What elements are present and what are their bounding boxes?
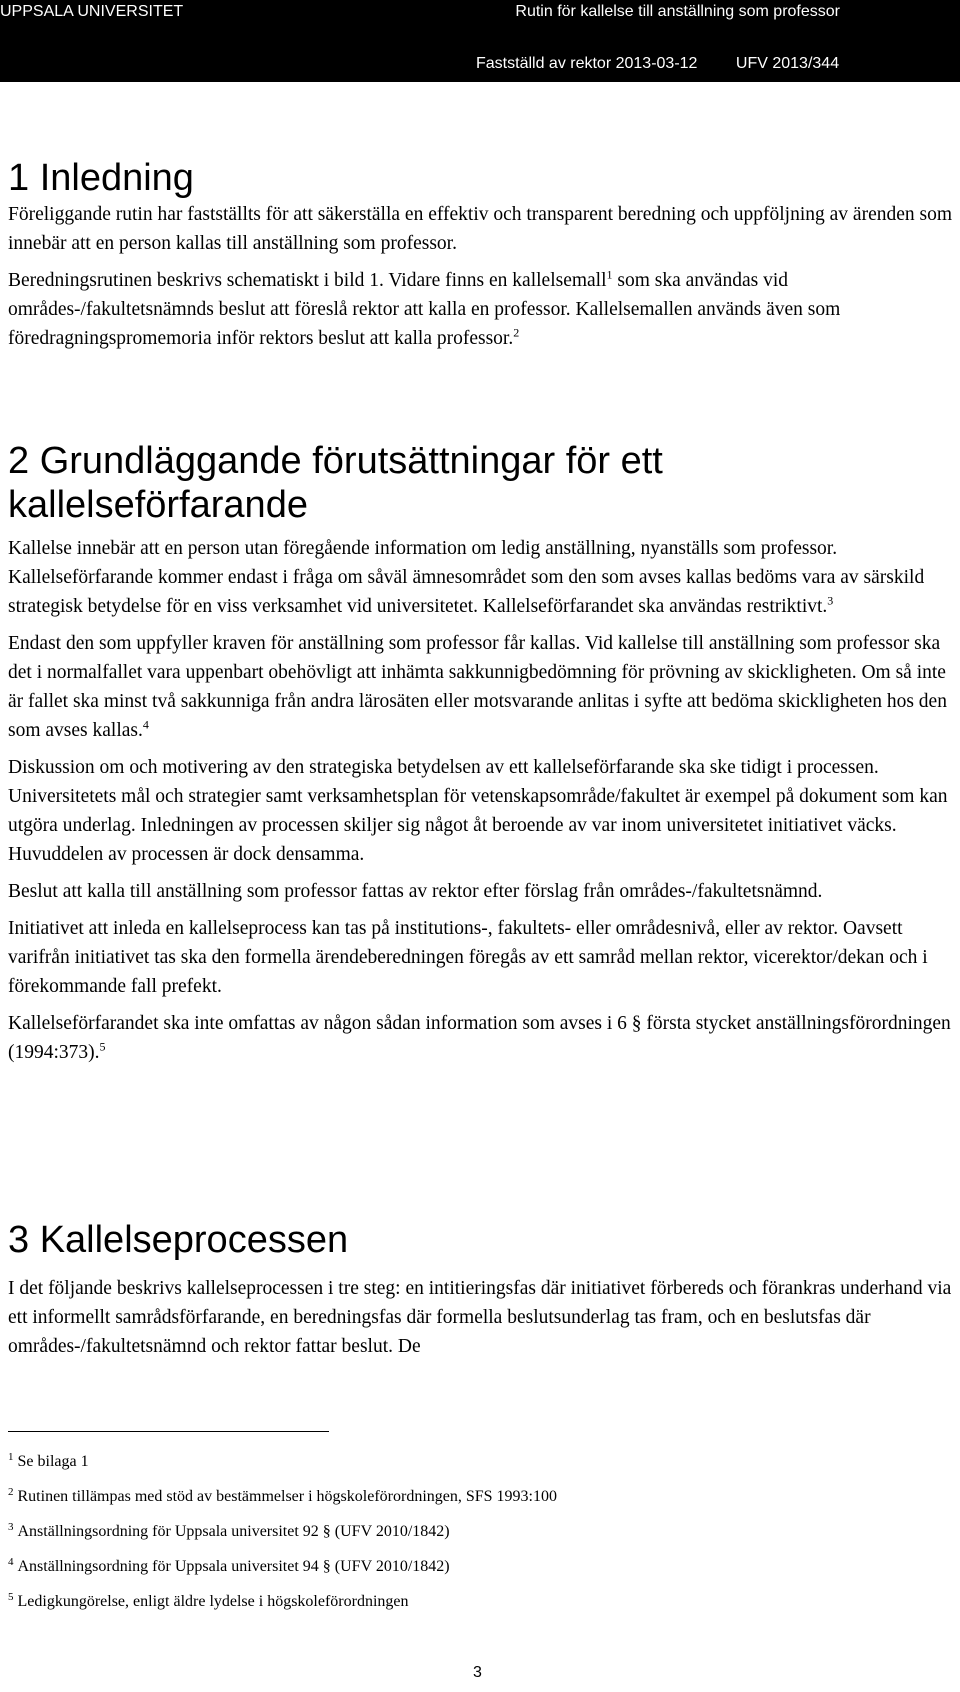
section-1 xyxy=(8,156,956,353)
footnote-2 xyxy=(8,1487,948,1507)
footnote-1 xyxy=(8,1452,948,1472)
section-2-heading: 2 Grundläggande förutsättningar för ett kallelseförfarande xyxy=(8,440,663,526)
footnote-text: Anställningsordning för Uppsala universitet 94 § (UFV 2010/1842) xyxy=(17,1558,450,1575)
footnote-ref-5[interactable]: 5 xyxy=(99,1039,106,1054)
paragraph-text: Kallelse innebär att en person utan föregående information om ledig anställning, nyanställs som professor. Kallelseförfarande kommer endast i fråga om såväl ämnesområdet som den som avses kallas bedöms vara av särskild strategisk betydelse för en viss verksamhet vid universitetet. Kallelseförfarandet ska användas restriktivt. xyxy=(8,538,925,617)
section-2-paragraph-4: Beslut att kalla till anställning som professor fattas av rektor efter förslag från områdes-/fakultetsnämnd. xyxy=(8,881,823,902)
footnote-ref-1[interactable]: 1 xyxy=(606,267,613,282)
footnote-ref-2[interactable]: 2 xyxy=(513,325,520,340)
paragraph-text: Endast den som uppfyller kraven för anställning som professor får kallas. Vid kallelse till anställning som professor ska det i normalfallet vara uppenbart obehövligt att inhämta sakkunnigbedömning för prövning av skickligheten. Om så inte är fallet ska minst två sakkunniga från andra lärosäten eller motsvarande anlitas i syfte att bedöma skickligheten hos den som avses kallas. xyxy=(8,633,947,741)
footnote-ref-3[interactable]: 3 xyxy=(827,593,834,608)
reference-number: UFV 2013/344 xyxy=(735,55,840,72)
section-3-paragraph-1: I det följande beskrivs kallelseprocessen i tre steg: en intitieringsfas där initiativet förbereds och förankras underhand via ett informellt samrådsförfarande, en beredningsfas där formella beslutsunderlag tas fram, och en beslutsfas där områdes-/fakultetsnämnd och rektor fattar beslut. De xyxy=(8,1278,952,1357)
footnote-3 xyxy=(8,1522,948,1542)
footnote-5 xyxy=(8,1592,948,1612)
section-1-heading: 1 Inledning xyxy=(8,157,194,199)
section-3-heading: 3 Kallelseprocessen xyxy=(8,1219,349,1261)
footnote-separator xyxy=(8,1431,329,1432)
section-2 xyxy=(8,439,956,1067)
footnote-text: Ledigkungörelse, enligt äldre lydelse i högskoleförordningen xyxy=(17,1593,409,1610)
footnote-text: Se bilaga 1 xyxy=(17,1453,89,1470)
footnote-number: 4 xyxy=(8,1555,14,1568)
document-title: Rutin för kallelse till anställning som professor xyxy=(515,3,840,20)
section-2-paragraph-3: Diskussion om och motivering av den strategiska betydelsen av ett kallelseförfarande ska ske tidigt i processen. Universitetets mål och strategier samt verksamhetsplan för vetenskapsområde/fakultet är exempel på dokument som kan utgöra underlag. Inledningen av processen skiljer sig något åt beroende av var inom universitetet initiativet väcks. Huvuddelen av processen är dock densamma. xyxy=(8,757,948,865)
footnote-number: 3 xyxy=(8,1520,14,1533)
page-header xyxy=(0,0,960,82)
footnote-ref-4[interactable]: 4 xyxy=(142,717,149,732)
paragraph-text: Beredningsrutinen beskrivs schematiskt i bild 1. Vidare finns en kallelsemall xyxy=(8,270,607,291)
footnote-text: Rutinen tillämpas med stöd av bestämmelser i högskoleförordningen, SFS 1993:100 xyxy=(17,1488,557,1505)
footnote-number: 5 xyxy=(8,1590,14,1603)
approval-date: Fastställd av rektor 2013-03-12 xyxy=(476,55,698,72)
footnote-4 xyxy=(8,1557,948,1577)
section-2-paragraph-1 xyxy=(8,534,956,621)
document-meta xyxy=(476,55,873,73)
section-2-paragraph-6 xyxy=(8,1009,956,1067)
footnote-text: Anställningsordning för Uppsala universitet 92 § (UFV 2010/1842) xyxy=(17,1523,450,1540)
section-3 xyxy=(8,1218,956,1361)
footnote-number: 1 xyxy=(8,1450,14,1463)
organization-name: UPPSALA UNIVERSITET xyxy=(0,3,184,20)
section-2-paragraph-5: Initiativet att inleda en kallelseprocess kan tas på institutions-, fakultets- eller områdesnivå, eller av rektor. Oavsett varifrån initiativet tas ska den formella ärendeberedningen föregås av ett samråd mellan rektor, vicerektor/dekan och i förekommande fall prefekt. xyxy=(8,918,928,997)
footnotes xyxy=(8,1452,948,1627)
section-1-paragraph-1: Föreliggande rutin har fastställts för att säkerställa en effektiv och transparent beredning och uppföljning av ärenden som innebär att en person kallas till anställning som professor. xyxy=(8,204,953,254)
paragraph-text: Kallelseförfarandet ska inte omfattas av någon sådan information som avses i 6 § första stycket anställningsförordningen (1994:373). xyxy=(8,1013,951,1063)
footnote-number: 2 xyxy=(8,1485,14,1498)
page-number: 3 xyxy=(473,1664,482,1681)
section-2-paragraph-2 xyxy=(8,629,956,745)
section-1-paragraph-2 xyxy=(8,266,956,353)
paragraph-text: som ska användas vid områdes-/fakultetsnämnds beslut att föreslå rektor att kalla en professor. Kallelsemallen används även som föredragningspromemoria inför rektors beslut att kalla professor. xyxy=(8,270,841,349)
